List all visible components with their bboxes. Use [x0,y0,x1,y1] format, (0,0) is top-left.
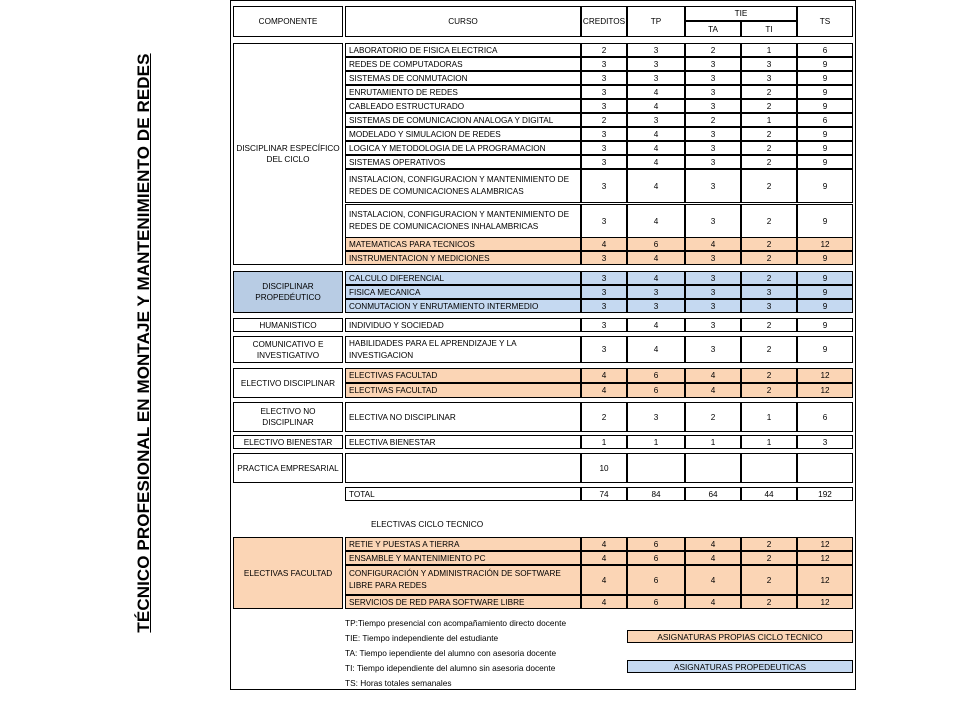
row-3-ti: 2 [741,85,797,99]
row-21-ti: 1 [741,435,797,449]
header-ti: TI [741,21,797,37]
row-3-ts: 9 [797,85,853,99]
row-14-cr: 3 [581,285,627,299]
row-1-tp: 3 [627,57,685,71]
row-4-ts: 9 [797,99,853,113]
row-11-ta: 4 [685,237,741,251]
row-12-tp: 4 [627,251,685,265]
row-9-ta: 3 [685,169,741,203]
row-18-ts: 12 [797,368,853,383]
electiva-2-cr: 4 [581,565,627,595]
row-22-cr: 10 [581,453,627,483]
row-19-ti: 2 [741,383,797,398]
row-11-ts: 12 [797,237,853,251]
row-1-cr: 3 [581,57,627,71]
row-5-ts: 6 [797,113,853,127]
electiva-0-ts: 12 [797,537,853,551]
row-6-ta: 3 [685,127,741,141]
row-9-course: INSTALACION, CONFIGURACION Y MANTENIMIENTO DE REDES DE COMUNICACIONES ALAMBRICAS [345,169,581,203]
row-22-ti [741,453,797,483]
row-14-ts: 9 [797,285,853,299]
row-0-ta: 2 [685,43,741,57]
row-6-ti: 2 [741,127,797,141]
row-15-course: CONMUTACION Y ENRUTAMIENTO INTERMEDIO [345,299,581,313]
note-tie: TIE: Tiempo independiente del estudiante [345,633,499,643]
row-18-ti: 2 [741,368,797,383]
row-7-course: LOGICA Y METODOLOGIA DE LA PROGRAMACION [345,141,581,155]
header-ta: TA [685,21,741,37]
row-7-tp: 4 [627,141,685,155]
row-16-cr: 3 [581,318,627,332]
component-electivo-bienestar: ELECTIVO BIENESTAR [233,435,343,449]
row-1-ta: 3 [685,57,741,71]
row-18-course: ELECTIVAS FACULTAD [345,368,581,383]
row-12-ti: 2 [741,251,797,265]
row-4-tp: 4 [627,99,685,113]
row-21-course: ELECTIVA BIENESTAR [345,435,581,449]
component-comunicativo: COMUNICATIVO E INVESTIGATIVO [233,336,343,363]
component-practica: PRACTICA EMPRESARIAL [233,453,343,483]
note-ti: TI: Tiempo idependiente del alumno sin asesoria docente [345,663,556,673]
row-2-ts: 9 [797,71,853,85]
row-16-ti: 2 [741,318,797,332]
row-0-tp: 3 [627,43,685,57]
row-8-course: SISTEMAS OPERATIVOS [345,155,581,169]
row-21-ta: 1 [685,435,741,449]
row-13-tp: 4 [627,271,685,285]
electiva-3-ta: 4 [685,595,741,609]
row-19-course: ELECTIVAS FACULTAD [345,383,581,398]
electiva-1-ti: 2 [741,551,797,565]
electiva-2-tp: 6 [627,565,685,595]
row-17-course: HABILIDADES PARA EL APRENDIZAJE Y LA INVESTIGACION [345,336,581,363]
row-18-ta: 4 [685,368,741,383]
row-12-ts: 9 [797,251,853,265]
program-title-text: TÉCNICO PROFESIONAL EN MONTAJE Y MANTENIMIENTO DE REDES [134,53,153,633]
row-16-course: INDIVIDUO Y SOCIEDAD [345,318,581,332]
row-21-cr: 1 [581,435,627,449]
electiva-0-tp: 6 [627,537,685,551]
row-17-cr: 3 [581,336,627,363]
total-0-ta: 64 [685,487,741,501]
total-0-course: TOTAL [345,487,581,501]
electiva-3-cr: 4 [581,595,627,609]
row-2-tp: 3 [627,71,685,85]
row-20-cr: 2 [581,402,627,432]
row-12-course: INSTRUMENTACION Y MEDICIONES [345,251,581,265]
component-electivo-no-disciplinar: ELECTIVO NO DISCIPLINAR [233,402,343,432]
row-10-ts: 9 [797,204,853,238]
total-0-ts: 192 [797,487,853,501]
electiva-2-ts: 12 [797,565,853,595]
row-3-tp: 4 [627,85,685,99]
row-6-cr: 3 [581,127,627,141]
row-15-ti: 3 [741,299,797,313]
row-20-course: ELECTIVA NO DISCIPLINAR [345,402,581,432]
row-13-ts: 9 [797,271,853,285]
header-creditos: CREDITOS [581,6,627,37]
electivas-heading: ELECTIVAS CICLO TECNICO [371,519,484,529]
row-11-cr: 4 [581,237,627,251]
row-15-ts: 9 [797,299,853,313]
row-13-ta: 3 [685,271,741,285]
row-1-course: REDES DE COMPUTADORAS [345,57,581,71]
row-10-ti: 2 [741,204,797,238]
row-5-tp: 3 [627,113,685,127]
row-8-ta: 3 [685,155,741,169]
electiva-2-course: CONFIGURACIÓN Y ADMINISTRACIÓN DE SOFTWARE LIBRE PARA REDES [345,565,581,595]
row-16-ta: 3 [685,318,741,332]
row-5-course: SISTEMAS DE COMUNICACION ANALOGA Y DIGITAL [345,113,581,127]
row-20-ti: 1 [741,402,797,432]
row-9-tp: 4 [627,169,685,203]
row-2-ta: 3 [685,71,741,85]
row-9-ti: 2 [741,169,797,203]
component-disciplinar-propedeutico: DISCIPLINAR PROPEDÉUTICO [233,271,343,313]
row-14-ti: 3 [741,285,797,299]
component-disciplinar-especifico: DISCIPLINAR ESPECÍFICO DEL CICLO [233,43,343,265]
legend-propedeuticas: ASIGNATURAS PROPEDEUTICAS [627,660,853,673]
electiva-0-ti: 2 [741,537,797,551]
row-4-ti: 2 [741,99,797,113]
note-ta: TA: Tiempo iependiente del alumno con asesoria docente [345,648,557,658]
row-7-cr: 3 [581,141,627,155]
row-15-ta: 3 [685,299,741,313]
row-19-tp: 6 [627,383,685,398]
row-20-ta: 2 [685,402,741,432]
row-14-course: FISICA MECANICA [345,285,581,299]
row-2-cr: 3 [581,71,627,85]
row-5-ti: 1 [741,113,797,127]
total-0-tp: 84 [627,487,685,501]
electiva-2-ta: 4 [685,565,741,595]
total-0-cr: 74 [581,487,627,501]
row-15-tp: 3 [627,299,685,313]
row-9-ts: 9 [797,169,853,203]
electiva-3-course: SERVICIOS DE RED PARA SOFTWARE LIBRE [345,595,581,609]
row-10-ta: 3 [685,204,741,238]
row-12-cr: 3 [581,251,627,265]
row-6-tp: 4 [627,127,685,141]
row-4-course: CABLEADO ESTRUCTURADO [345,99,581,113]
electiva-1-tp: 6 [627,551,685,565]
row-19-ts: 12 [797,383,853,398]
header-ts: TS [797,6,853,37]
header-componente: COMPONENTE [233,6,343,37]
row-21-tp: 1 [627,435,685,449]
electiva-1-ts: 12 [797,551,853,565]
row-16-ts: 9 [797,318,853,332]
row-16-tp: 4 [627,318,685,332]
curriculum-sheet [230,0,856,690]
electiva-0-cr: 4 [581,537,627,551]
row-0-ts: 6 [797,43,853,57]
row-17-ts: 9 [797,336,853,363]
row-9-cr: 3 [581,169,627,203]
row-17-tp: 4 [627,336,685,363]
component-electivas-facultad: ELECTIVAS FACULTAD [233,537,343,609]
component-electivo-disciplinar: ELECTIVO DISCIPLINAR [233,368,343,398]
row-11-course: MATEMATICAS PARA TECNICOS [345,237,581,251]
row-6-course: MODELADO Y SIMULACION DE REDES [345,127,581,141]
row-3-ta: 3 [685,85,741,99]
row-13-course: CALCULO DIFERENCIAL [345,271,581,285]
program-title [116,28,172,658]
row-17-ta: 3 [685,336,741,363]
row-2-course: SISTEMAS DE CONMUTACION [345,71,581,85]
row-15-cr: 3 [581,299,627,313]
row-14-tp: 3 [627,285,685,299]
row-0-ti: 1 [741,43,797,57]
row-18-cr: 4 [581,368,627,383]
row-13-ti: 2 [741,271,797,285]
row-22-ta [685,453,741,483]
row-17-ti: 2 [741,336,797,363]
electiva-1-cr: 4 [581,551,627,565]
note-tp: TP:Tiempo presencial con acompañamiento directo docente [345,618,567,628]
row-8-ti: 2 [741,155,797,169]
electiva-2-ti: 2 [741,565,797,595]
row-7-ti: 2 [741,141,797,155]
row-13-cr: 3 [581,271,627,285]
electiva-3-tp: 6 [627,595,685,609]
row-3-course: ENRUTAMIENTO DE REDES [345,85,581,99]
row-20-tp: 3 [627,402,685,432]
note-ts: TS: Horas totales semanales [345,678,452,688]
row-4-ta: 3 [685,99,741,113]
electiva-3-ts: 12 [797,595,853,609]
row-3-cr: 3 [581,85,627,99]
row-18-tp: 6 [627,368,685,383]
header-tp: TP [627,6,685,37]
row-10-cr: 3 [581,204,627,238]
electiva-1-ta: 4 [685,551,741,565]
row-22-tp [627,453,685,483]
row-14-ta: 3 [685,285,741,299]
row-7-ta: 3 [685,141,741,155]
row-0-course: LABORATORIO DE FISICA ELECTRICA [345,43,581,57]
component-humanistico: HUMANISTICO [233,318,343,332]
header-tie: TIE [685,6,797,21]
row-4-cr: 3 [581,99,627,113]
legend-propias: ASIGNATURAS PROPIAS CICLO TECNICO [627,630,853,643]
row-22-ts [797,453,853,483]
row-11-tp: 6 [627,237,685,251]
electiva-0-course: RETIE Y PUESTAS A TIERRA [345,537,581,551]
row-5-cr: 2 [581,113,627,127]
row-1-ts: 9 [797,57,853,71]
row-19-cr: 4 [581,383,627,398]
row-12-ta: 3 [685,251,741,265]
row-0-cr: 2 [581,43,627,57]
row-20-ts: 6 [797,402,853,432]
row-1-ti: 3 [741,57,797,71]
row-19-ta: 4 [685,383,741,398]
row-8-ts: 9 [797,155,853,169]
row-8-cr: 3 [581,155,627,169]
row-5-ta: 2 [685,113,741,127]
row-2-ti: 3 [741,71,797,85]
row-21-ts: 3 [797,435,853,449]
row-6-ts: 9 [797,127,853,141]
row-8-tp: 4 [627,155,685,169]
electiva-3-ti: 2 [741,595,797,609]
total-0-ti: 44 [741,487,797,501]
row-11-ti: 2 [741,237,797,251]
electiva-1-course: ENSAMBLE Y MANTENIMIENTO PC [345,551,581,565]
row-22-course [345,453,581,483]
row-7-ts: 9 [797,141,853,155]
electiva-0-ta: 4 [685,537,741,551]
row-10-course: INSTALACION, CONFIGURACION Y MANTENIMIENTO DE REDES DE COMUNICACIONES INHALAMBRICAS [345,204,581,238]
row-10-tp: 4 [627,204,685,238]
header-curso: CURSO [345,6,581,37]
